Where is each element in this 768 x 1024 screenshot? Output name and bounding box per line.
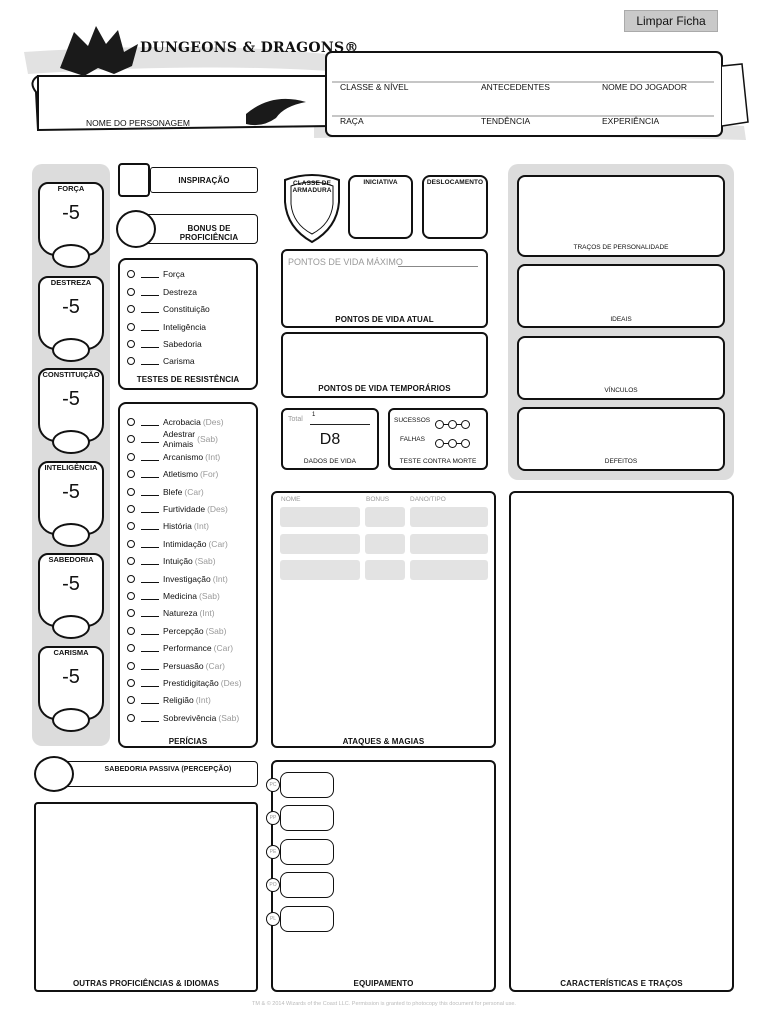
features-traits-title: CARACTERÍSTICAS E TRAÇOS	[560, 979, 683, 988]
proficiency-bonus-circle[interactable]	[116, 210, 156, 248]
skill-name: Prestidigitação	[163, 678, 219, 688]
class-level-label: CLASSE & NÍVEL	[340, 82, 409, 92]
death-fail-checks[interactable]	[435, 435, 470, 453]
ability-score[interactable]: -5	[62, 666, 80, 688]
hp-current-label: PONTOS DE VIDA ATUAL	[335, 315, 434, 324]
passive-wisdom-label: SABEDORIA PASSIVA (PERCEPÇÃO)	[104, 766, 232, 773]
attack-name-field[interactable]	[280, 534, 360, 554]
ability-score[interactable]: -5	[62, 388, 80, 410]
passive-wisdom-circle[interactable]	[34, 756, 74, 792]
speed-label: DESLOCAMENTO	[426, 179, 484, 186]
background-label: ANTECEDENTES	[481, 82, 550, 92]
ability-score[interactable]: -5	[62, 202, 80, 224]
skill-attribute: (Car)	[184, 486, 204, 497]
skill-name: Atletismo	[163, 469, 198, 480]
ability-constitution[interactable]	[38, 368, 104, 452]
attacks-panel	[271, 491, 496, 748]
passive-wisdom-banner	[56, 761, 258, 787]
skill-attribute: (Int)	[205, 451, 221, 462]
features-traits-panel[interactable]	[509, 491, 734, 992]
skill-row[interactable]	[127, 693, 211, 707]
attack-damage-field[interactable]	[410, 534, 488, 554]
skill-name: Blefe	[163, 486, 183, 497]
hp-max-input[interactable]	[398, 266, 478, 267]
skill-row[interactable]	[127, 450, 220, 464]
proficiency-bubble[interactable]	[127, 288, 135, 296]
proficiency-bubble[interactable]	[127, 592, 135, 600]
skill-attribute: (Sab)	[205, 625, 227, 636]
skill-row[interactable]	[127, 606, 215, 620]
proficiency-bubble[interactable]	[127, 609, 135, 617]
saving-throw-name: Constituição	[163, 304, 210, 314]
proficiency-bubble[interactable]	[127, 323, 135, 331]
skill-name: Intuição	[163, 556, 193, 567]
proficiency-bubble[interactable]	[127, 627, 135, 635]
player-name-label: NOME DO JOGADOR	[602, 82, 688, 92]
skill-row[interactable]	[127, 467, 218, 481]
skill-name: Adestrar Animais	[163, 429, 196, 450]
saving-throw-row[interactable]	[127, 267, 185, 281]
skill-name: Performance	[163, 643, 212, 654]
death-success-circle[interactable]	[461, 420, 470, 429]
death-success-circle[interactable]	[448, 420, 457, 429]
hit-dice-value[interactable]: D8	[319, 431, 341, 448]
skill-name: Natureza	[163, 608, 198, 619]
skill-row[interactable]	[127, 572, 228, 586]
saving-throw-name: Sabedoria	[163, 339, 202, 349]
ability-name: DESTREZA	[50, 278, 92, 287]
proficiency-bubble[interactable]	[127, 540, 135, 548]
ability-charisma[interactable]	[38, 646, 104, 730]
proficiency-label: BONUS DE PROFICIÊNCIA	[179, 224, 239, 242]
ability-modifier-oval[interactable]	[52, 523, 90, 547]
skill-row[interactable]	[127, 537, 228, 551]
other-proficiencies-panel[interactable]	[34, 802, 258, 992]
proficiency-bubble[interactable]	[127, 488, 135, 496]
skill-attribute: (Sab)	[218, 712, 240, 723]
skill-attribute: (Car)	[205, 660, 225, 671]
death-fail-circle[interactable]	[448, 439, 457, 448]
coin-label: PC	[266, 778, 280, 792]
saving-throw-row[interactable]	[127, 320, 206, 334]
skills-title: PERÍCIAS	[168, 737, 208, 746]
skill-row[interactable]	[127, 641, 233, 655]
alignment-label: TENDÊNCIA	[481, 116, 531, 126]
inspiration-label: INSPIRAÇÃO	[178, 176, 230, 185]
ability-modifier-oval[interactable]	[52, 615, 90, 639]
armor-class-label: CLASSE DE ARMADURA	[292, 180, 332, 194]
attacks-col-damage: DANO/TIPO	[410, 496, 446, 503]
proficiency-bubble[interactable]	[127, 505, 135, 513]
proficiency-bubble[interactable]	[127, 453, 135, 461]
attacks-title: ATAQUES & MAGIAS	[342, 737, 425, 746]
ability-modifier-oval[interactable]	[52, 708, 90, 732]
saving-throw-name: Carisma	[163, 356, 195, 366]
skill-name: Furtividade	[163, 504, 206, 514]
proficiency-bubble[interactable]	[127, 679, 135, 687]
skill-row[interactable]	[127, 415, 224, 429]
skill-name: História	[163, 521, 192, 532]
skill-row[interactable]	[127, 659, 225, 673]
hit-dice-total-input	[310, 424, 370, 425]
coin-label: PL	[266, 912, 280, 926]
copyright-footer: TM & © 2014 Wizards of the Coast LLC. Permission is granted to photocopy this document for personal use.	[252, 1001, 516, 1007]
attack-damage-field[interactable]	[410, 507, 488, 527]
attack-bonus-field[interactable]	[365, 534, 405, 554]
saving-throw-name: Destreza	[163, 287, 198, 297]
saving-throw-name: Inteligência	[163, 322, 207, 332]
skill-attribute: (Des)	[207, 504, 228, 514]
proficiency-bubble[interactable]	[127, 714, 135, 722]
attack-bonus-field[interactable]	[365, 560, 405, 580]
hit-dice-total-value[interactable]: 1	[312, 412, 316, 418]
attack-name-field[interactable]	[280, 560, 360, 580]
skill-row[interactable]	[127, 624, 226, 638]
skill-attribute: (Int)	[212, 573, 228, 584]
proficiency-bubble[interactable]	[127, 340, 135, 348]
death-saves-label: TESTE CONTRA MORTE	[399, 458, 477, 465]
skill-name: Medicina	[163, 591, 198, 601]
initiative-label: INICIATIVA	[363, 179, 398, 186]
death-fail-circle[interactable]	[435, 439, 444, 448]
ability-score[interactable]: -5	[62, 481, 80, 503]
inspiration-box[interactable]	[118, 163, 150, 197]
coin-label: PE	[266, 845, 280, 859]
ability-name: INTELIGÊNCIA	[44, 463, 98, 472]
hp-max-label: PONTOS DE VIDA MÁXIMO	[288, 257, 403, 267]
saving-throws-title: TESTES DE RESISTÊNCIA	[136, 375, 240, 384]
equipment-title: EQUIPAMENTO	[353, 979, 414, 988]
skill-row[interactable]	[127, 711, 239, 725]
race-label: RAÇA	[340, 116, 364, 126]
skill-name: Percepção	[163, 625, 204, 636]
attacks-col-bonus: BONUS	[366, 496, 390, 503]
other-proficiencies-title: OUTRAS PROFICIÊNCIAS & IDIOMAS	[72, 979, 220, 988]
skill-attribute: (Sab)	[197, 434, 218, 445]
coin-field[interactable]	[280, 872, 334, 898]
hp-temp-label: PONTOS DE VIDA TEMPORÁRIOS	[318, 384, 451, 393]
ability-strength[interactable]	[38, 182, 104, 266]
ability-modifier-oval[interactable]	[52, 244, 90, 268]
death-fail-label: FALHAS	[400, 436, 425, 443]
skill-row[interactable]	[127, 589, 220, 603]
proficiency-bubble[interactable]	[127, 357, 135, 365]
skill-attribute: (Int)	[199, 608, 215, 619]
skill-attribute: (For)	[199, 469, 219, 480]
death-fail-circle[interactable]	[461, 439, 470, 448]
hit-dice-total-label: Total	[288, 416, 303, 423]
skill-row[interactable]	[127, 519, 209, 533]
skill-name: Intimidação	[163, 538, 207, 549]
coin-label: PO	[266, 878, 280, 892]
skill-attribute: (Des)	[220, 678, 242, 688]
proficiency-bubble[interactable]	[127, 644, 135, 652]
proficiency-bubble[interactable]	[127, 696, 135, 704]
skill-row[interactable]	[127, 429, 218, 450]
skill-attribute: (Int)	[195, 695, 211, 706]
personality-traits-label: TRAÇOS DE PERSONALIDADE	[573, 244, 669, 251]
saving-throw-row[interactable]	[127, 354, 195, 368]
experience-label: EXPERIÊNCIA	[602, 116, 660, 126]
proficiency-bubble[interactable]	[127, 270, 135, 278]
death-success-checks[interactable]	[435, 416, 470, 434]
character-name-label: NOME DO PERSONAGEM	[86, 118, 190, 128]
saving-throw-row[interactable]	[127, 302, 210, 316]
coin-field[interactable]	[280, 839, 334, 865]
proficiency-bubble[interactable]	[127, 662, 135, 670]
proficiency-bubble[interactable]	[127, 435, 135, 443]
ability-wisdom[interactable]	[38, 553, 104, 637]
coin-field[interactable]	[280, 772, 334, 798]
ability-name: CARISMA	[53, 648, 89, 657]
skill-name: Religião	[163, 695, 194, 706]
proficiency-bubble[interactable]	[127, 305, 135, 313]
proficiency-bubble[interactable]	[127, 418, 135, 426]
skill-row[interactable]	[127, 554, 216, 568]
proficiency-bubble[interactable]	[127, 470, 135, 478]
skill-attribute: (Car)	[208, 538, 228, 549]
ability-score[interactable]: -5	[62, 296, 80, 318]
skill-row[interactable]	[127, 502, 228, 516]
coin-field[interactable]	[280, 805, 334, 831]
skill-name: Persuasão	[163, 660, 204, 671]
coin-field[interactable]	[280, 906, 334, 932]
proficiency-bubble[interactable]	[127, 575, 135, 583]
ability-modifier-oval[interactable]	[52, 430, 90, 454]
saving-throw-name: Força	[163, 269, 185, 279]
ability-intelligence[interactable]	[38, 461, 104, 545]
hit-dice-label: DADOS DE VIDA	[303, 458, 357, 465]
proficiency-bubble[interactable]	[127, 522, 135, 530]
dnd-logo: DUNGEONS & DRAGONS®	[140, 40, 359, 56]
skill-name: Sobrevivência	[163, 712, 217, 723]
proficiency-bubble[interactable]	[127, 557, 135, 565]
death-success-circle[interactable]	[435, 420, 444, 429]
skill-attribute: (Des)	[202, 417, 224, 427]
skill-row[interactable]	[127, 676, 242, 690]
attack-damage-field[interactable]	[410, 560, 488, 580]
skill-attribute: (Sab)	[199, 591, 220, 601]
saving-throw-row[interactable]	[127, 285, 197, 299]
clear-sheet-button[interactable]: Limpar Ficha	[624, 10, 718, 32]
death-success-label: SUCESSOS	[394, 417, 431, 424]
ability-name: SABEDORIA	[48, 555, 94, 564]
bonds-label: VÍNCULOS	[604, 387, 638, 394]
skill-name: Arcanismo	[163, 451, 204, 462]
saving-throw-row[interactable]	[127, 337, 202, 351]
ability-dexterity[interactable]	[38, 276, 104, 360]
skill-row[interactable]	[127, 485, 204, 499]
skill-attribute: (Int)	[193, 521, 209, 532]
ability-name: FORÇA	[57, 184, 85, 193]
skill-name: Investigação	[163, 573, 211, 584]
attack-bonus-field[interactable]	[365, 507, 405, 527]
skill-attribute: (Sab)	[194, 556, 216, 567]
ability-score[interactable]: -5	[62, 573, 80, 595]
ideals-label: IDEAIS	[610, 316, 632, 323]
skill-name: Acrobacia	[163, 417, 201, 427]
flaws-label: DEFEITOS	[604, 458, 638, 465]
skill-attribute: (Car)	[213, 643, 234, 654]
attack-name-field[interactable]	[280, 507, 360, 527]
coin-label: PP	[266, 811, 280, 825]
ability-name: CONSTITUIÇÃO	[42, 370, 100, 379]
ability-modifier-oval[interactable]	[52, 338, 90, 362]
attacks-col-name: NOME	[281, 496, 301, 503]
